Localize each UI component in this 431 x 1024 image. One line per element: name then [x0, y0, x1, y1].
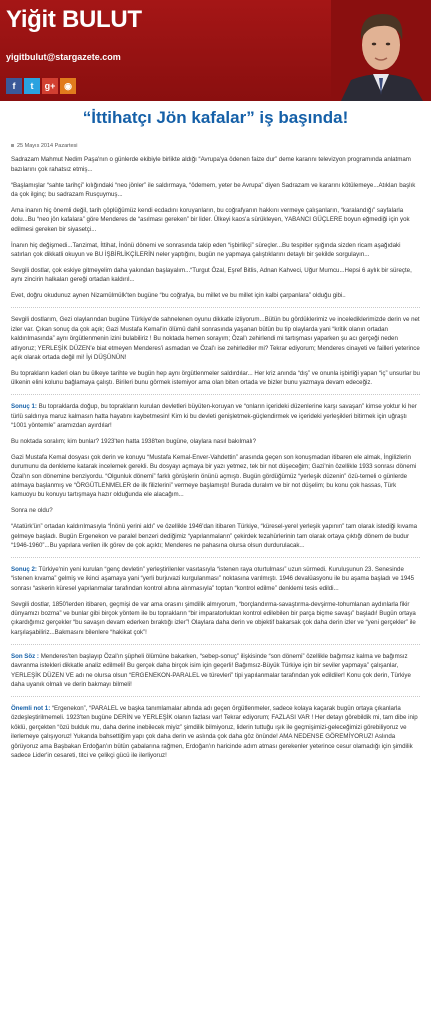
conclusion-2-label: Sonuç 2: — [11, 565, 37, 573]
paragraph: “Başlamışlar “sahte tarihçi” kılığındaki “neo jönler” ile saldırmaya, “ödemem, yeter be Avrupa” diyen Sadrazam ve kararını kötülemeye...Atıkları başlık da çok ilginç; bu sadrazam Rusçuymuş... — [11, 181, 416, 199]
conclusion-1-text: Bu topraklarda doğup, bu toprakların kurulan devletleri büyüten-koruyan ve “onların içerideki düzenlerine karşı savaşan” kimse yoktur ki her türlü saldırıya maruz kalmasın hatta hayatını kaybetmesin! Kim ki bu devleti genişletmek-güçlendirmek ve içerideki yerleşikleri bitirmek için uğraştı “1001 yöntemle” aramızdan ayırdılar! — [11, 403, 417, 429]
social-share-bar — [6, 78, 76, 94]
bullet-icon — [11, 144, 14, 147]
final-word-label: Son Söz : — [11, 652, 39, 660]
conclusion-2-text: Türkiye'nin yeni kurulan “genç devletin” yerleştirilenler vasıtasıyla “istenen raya oturtulması” uzun sürmedi. Kuruluşunun 23. Senesinde “istenen kıvama” gelmiş ve ikinci aşamaya yani “yerli burjuvazi kurgulanması” noktasına varılmıştı. 1946 devalüasyonu ile bu aşama başladı ve 1945 sonrası “askerin küresel yapılanmalar tarafından kontrol altına alınmasıyla” toptan “kontrol edilme” denklemi tesis edildi... — [11, 565, 415, 592]
facebook-icon[interactable]: f — [6, 78, 22, 94]
paragraph: Sevgili dostlarım, Gezi olaylarından bugüne Türkiye'de sahnelenen oyunu dikkatle izliyorum...Bütün bu gördüklerimiz ve incelediklerimizde derin ve net izler var. Çıkan sonuç da çok açık; Gazi Mustafa Kemal'in ölümü dahil sonrasında yaşanan bütün bu tip olaylarda yani “kritik olanın ortadan kaldırılmasında” aynı örgütlenmenin izini bulabiliriz ! Bu noktada hemen sorayım; Özal'ı zehirlendi mi tartışması yaparken şu acı gerçeği neden atlıyoruz; YERLEŞİK DÜZEN'e biat etmeyen Menderes'i asmadan ve Özal'ı ise zehirlediler mi? Tekrar ediyorum; Menderes cinayeti ve failleri yeterince açık olarak ortada değil mi! İyi DÜŞÜNÜN! — [11, 316, 420, 361]
paragraph: Gazi Mustafa Kemal dosyası çok derin ve konuyu “Mustafa Kemal-Enver-Vahdettin” arasında geçen son konuşmadan itibaren ele almak, İngilizlerin durumunu da denkleme katarak incelemek gerekli. Bu dosyayı açmaya bir yazı yetmez, tek bir not düşeceğim; Gazi'nin özellikle 1933 sonrası dönemi Özal'ın son dönemine benziyordu. “Olgunluk dönemi” farklı görüşlerin önünü açmıştı. Bugün gördüğümüz “yerleşik düzenin” özü-temeli o günlerde atılmaya başlanmış ve “ÖRGÜTLENMELER de ilk filizlerini” vermeye başlamıştı! Burada duralım ve bir not düşelim; bu konu çok hassas, Türk kamuoyu bu konuyu tartışmaya hazır olduğunda ele alacağım... — [11, 453, 417, 499]
conclusion-2 — [11, 565, 420, 593]
conclusion-1-label: Sonuç 1: — [11, 403, 37, 411]
author-header — [0, 0, 431, 101]
divider — [11, 644, 420, 645]
paragraph: “Atatürk'ün” ortadan kaldırılmasıyla “İnönü yerini aldı” ve özellikle 1946'dan itibaren Türkiye, “küresel-yerel yerleşik yapının” tam olarak istediği kıvama gelmeye başladı. Bugün Ergenekon ve paralel benzeri dediğimiz “yapılanmaların” çekirdek tezahürlerinin tam olarak ortaya çıktığı dönem de budur “1946-1960”...Bu yapılara verilen ilk görev de çok açıktı; Menderes ne pahasına olursa olsun durdurulacak... — [11, 523, 417, 549]
divider — [11, 394, 420, 395]
author-email-link[interactable]: yigitbulut@stargazete.com — [6, 52, 121, 62]
author-portrait — [331, 0, 431, 101]
google-plus-icon[interactable]: g+ — [42, 78, 58, 94]
divider — [11, 696, 420, 697]
important-note-label: Önemli not 1: — [11, 704, 51, 712]
paragraph: Sonra ne oldu? — [11, 507, 53, 515]
important-note-text: “Ergenekon”, “PARALEL ve başka tanımlamalar altında adı geçen örgütlenmeler, sadece kolaya kaçarak bugün ortaya çıkanlarla özdeşleştirilmemeli. 1923'ten bugüne DERİN ve YERLEŞİK olanın fazlası var! Tekrar ediyorum; FAZLASI VAR ! Her detayı görebildik mi, tam dibe inip köklü, gerçekten “özü bulduk mu, daha derine inebilecek miyiz” şimdilik bilmiyoruz, liderin tuttuğu ışık ile geçmişimizi-geleceğimizi görebiliyoruz ve ilerlemeye çalışıyoruz! Yukarıda bahsettiğim yapı çok daha derin ve aslında çok daha göz önünde! AMA NEDENSE GÖREMİYORUZ! Aslında görüyoruz ama Başbakan Erdoğan'ın bütün çabalarına rağmen, Erdoğan'ın haricinde adım atması gerekenler yeterince cesur olamadığı için şimdilik sadece Lider'in cesareti, titci ve çelikçi gücü ile ilerliyoruz! — [11, 704, 418, 759]
paragraph: Evet, doğru okudunuz aynen Nizamülmülk'ten bugüne “bu coğrafya, bu millet ve bu millet için kalbi çarpanlara” olduğu gibi.. — [11, 292, 346, 300]
final-word — [11, 652, 420, 690]
paragraph: Sadrazam Mahmut Nedim Paşa'nın o günlerde ekibiyle birlikte aldığı “Avrupa'ya ödenen faize dur” deme kararını televizyon programında anlatmam bazılarını çok rahatsız etmiş... — [11, 156, 411, 173]
article-title: “İttihatçı Jön kafalar” iş başında! — [82, 108, 349, 127]
paragraph: Ama inanın hiç önemli değil, tarih çöplüğümüz kendi ecdadını koruyanların, bu coğrafyanın hakkını vermeye çalışanların, “karalandığı” sayfalarla dolu...Bu “neo jön kafalara” göre Menderes de “asılması gereken” bir lider. Ülkeyi kaos'a sürükleyen, YABANCI GÜÇLERE boyun eğmediği için yok edilmesi gereken bir siyasetçi... — [11, 207, 410, 233]
final-word-text: Menderes'ten başlayıp Özal'ın şüpheli ölümüne bakarken, “sebep-sonuç” ilişkisinde “son dönemi” özellikle bağımsız kalma ve bağımsız davranma istekleri dikkatle analiz edilmeli! Bu gerçek daha birçok isim için geçerli! Bağımsız-Büyük Türkiye için bir seviler yapmaya” çalışanlar, YERLEŞİK DÜZEN VE adı ne olursa olsun “ERGENEKON-PARALEL ve türevleri” tipi yapılanmalar tarafından yok edildiler! Konu çok derin, Türkiye daha uyanık olmalı ve derin bakmayı bilmeli! — [11, 652, 411, 688]
conclusion-1 — [11, 402, 420, 430]
twitter-icon[interactable]: t — [24, 78, 40, 94]
article-date — [11, 142, 420, 151]
article-body — [11, 142, 420, 760]
paragraph: İnanın hiç değişmedi...Tanzimat, İttihat, İnönü dönemi ve sonrasında takip eden “işbirlikçi” süreçler...Bu tespitler ışığında sizden ricam aşağıdaki satırları çok dikkatli okuyun ve BU İŞBİRLİKÇİLERİN neler yaptığını, bugün ne yapmaya çalıştıklarını detaylı bir şekilde sorgulayın... — [11, 241, 401, 259]
article-date-text: 25 Mayıs 2014 Pazartesi — [17, 143, 78, 149]
paragraph: Sevgili dostlar, 1850'lerden itibaren, geçmişi de var ama orasını şimdilik almıyorum, “borçlandırma-savaştırma-devşirme-tohumlanan aydınlarla fikir dünyamızı bozma” ve bunlar gibi birçok yöntem ile bu toprakların “bir imparatorluktan kontrol edilebilen bir parça biçme savaşı” başladı! Bugün ortaya çıkardığımız gerçekler “bu savaşın devam ederken bıraktığı izler”! Olaylara daha derin ve objektif bakarsak çok daha derin izler ve “yeni gerçekler” ile karşılaşabiliriz...Bakmasını bilenlere “hakikat çok”! — [11, 600, 416, 636]
author-name: Yiğit BULUT — [6, 6, 142, 33]
divider — [11, 557, 420, 558]
paragraph: Bu toprakların kaderi olan bu ülkeye tarihte ve bugün hep aynı örgütlenmeler saldırdılar... Her kriz anında “dış” ve onunla işbirliği yapan “iç” unsurlar bu ülkenin elini kolunu bağlamaya çalıştı. Birileri bunu görmek istemiyor ama olan biten ortada ve bizler bunu yazmaya devam edeceğiz. — [11, 369, 420, 387]
rss-icon[interactable]: ◉ — [60, 78, 76, 94]
important-note — [11, 704, 420, 760]
divider — [11, 307, 420, 308]
paragraph: Bu noktada soralım; kim bunlar? 1923'ten hatta 1938'ten bugüne, olaylara nasıl bakılmalı? — [11, 437, 257, 445]
paragraph: Sevgili dostlar, çok eskiye gitmeyelim daha yakından başlayalım...“Turgut Özal, Eşref Bitlis, Adnan Kahveci, Uğur Mumcu...Hepsi 6 aylık bir süreçte, aynı zincirin halkaları gereği ortadan kaldırıl... — [11, 267, 412, 284]
